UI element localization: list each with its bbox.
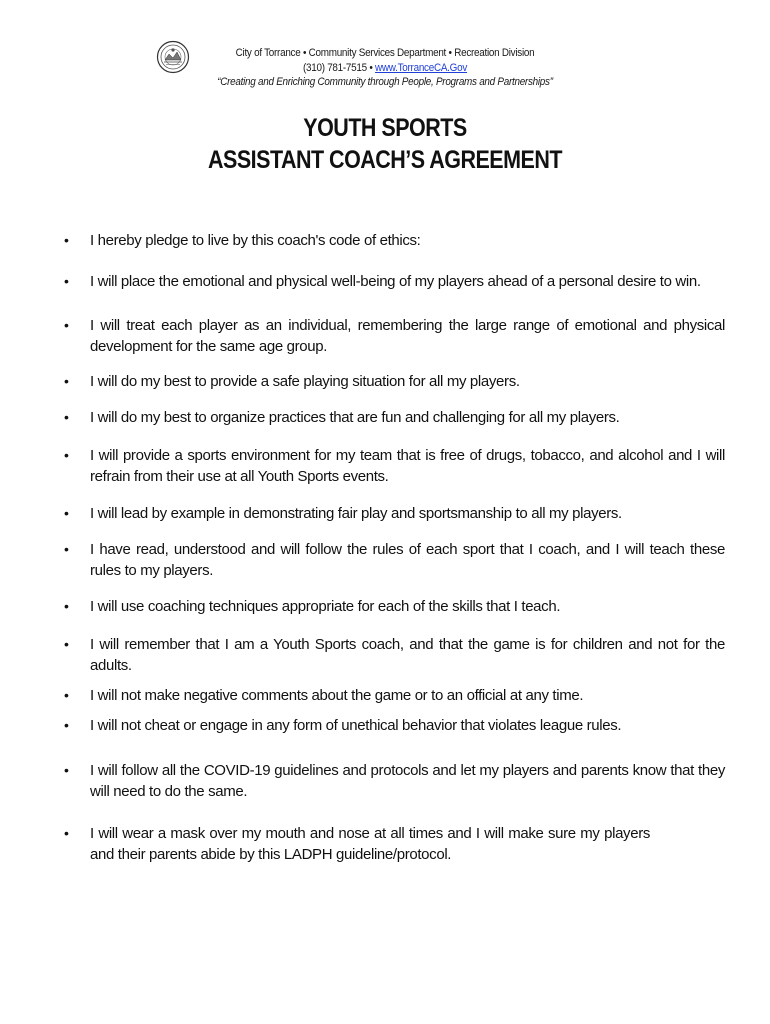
pledge-text: I will not cheat or engage in any form of unethical behavior that violates league rules. xyxy=(90,717,622,734)
bullet-icon: • xyxy=(64,409,69,425)
title-line-2: ASSISTANT COACH’S AGREEMENT xyxy=(208,146,562,174)
bullet-icon: • xyxy=(64,541,69,557)
contact-line xyxy=(39,61,732,76)
bullet-icon: • xyxy=(64,273,69,289)
document-title xyxy=(54,112,716,176)
pledge-text: I will treat each player as an individual, remembering the large range of emotional and physical development for the same age group. xyxy=(90,317,725,355)
letterhead xyxy=(0,46,770,90)
pledge-text: I will wear a mask over my mouth and nose at all times and I will make sure my players and their parents abide by this LADPH guideline/protocol. xyxy=(90,825,650,863)
bullet-icon: • xyxy=(64,762,69,778)
bullet-icon: • xyxy=(64,447,69,463)
pledge-text: I have read, understood and will follow the rules of each sport that I coach, and I will teach these rules to my players. xyxy=(90,541,725,579)
bullet-icon: • xyxy=(64,687,69,703)
pledge-text: I will do my best to provide a safe playing situation for all my players. xyxy=(90,373,520,390)
pledge-text: I will remember that I am a Youth Sports coach, and that the game is for children and not for the adults. xyxy=(90,636,725,674)
bullet-icon: • xyxy=(64,373,69,389)
bullet-icon: • xyxy=(64,717,69,733)
pledge-text: I will do my best to organize practices that are fun and challenging for all my players. xyxy=(90,409,620,426)
pledge-text: I will lead by example in demonstrating fair play and sportsmanship to all my players. xyxy=(90,505,622,522)
bullet-icon: • xyxy=(64,232,69,248)
tagline: “Creating and Enriching Community through People, Programs and Partnerships” xyxy=(217,76,553,88)
bullet-icon: • xyxy=(64,317,69,333)
title-line-1: YOUTH SPORTS xyxy=(303,114,467,142)
pledge-text: I will place the emotional and physical well-being of my players ahead of a personal desire to win. xyxy=(90,273,701,290)
phone-number: (310) 781-7515 • xyxy=(302,61,376,74)
pledge-text: I will use coaching techniques appropriate for each of the skills that I teach. xyxy=(90,598,561,615)
bullet-icon: • xyxy=(64,598,69,614)
bullet-icon: • xyxy=(64,636,69,652)
bullet-icon: • xyxy=(64,505,69,521)
pledge-text: I hereby pledge to live by this coach's code of ethics: xyxy=(90,232,421,249)
pledge-text: I will provide a sports environment for my team that is free of drugs, tobacco, and alcohol and I will refrain from their use at all Youth Sports events. xyxy=(90,447,725,485)
website-link[interactable]: www.TorranceCA.Gov xyxy=(375,61,468,74)
pledge-text: I will not make negative comments about the game or to an official at any time. xyxy=(90,687,584,704)
pledge-text: I will follow all the COVID-19 guidelines and protocols and let my players and parents know that they will need to do the same. xyxy=(90,762,725,800)
bullet-icon: • xyxy=(64,825,69,841)
organization-line: City of Torrance • Community Services Department • Recreation Division xyxy=(235,47,535,59)
